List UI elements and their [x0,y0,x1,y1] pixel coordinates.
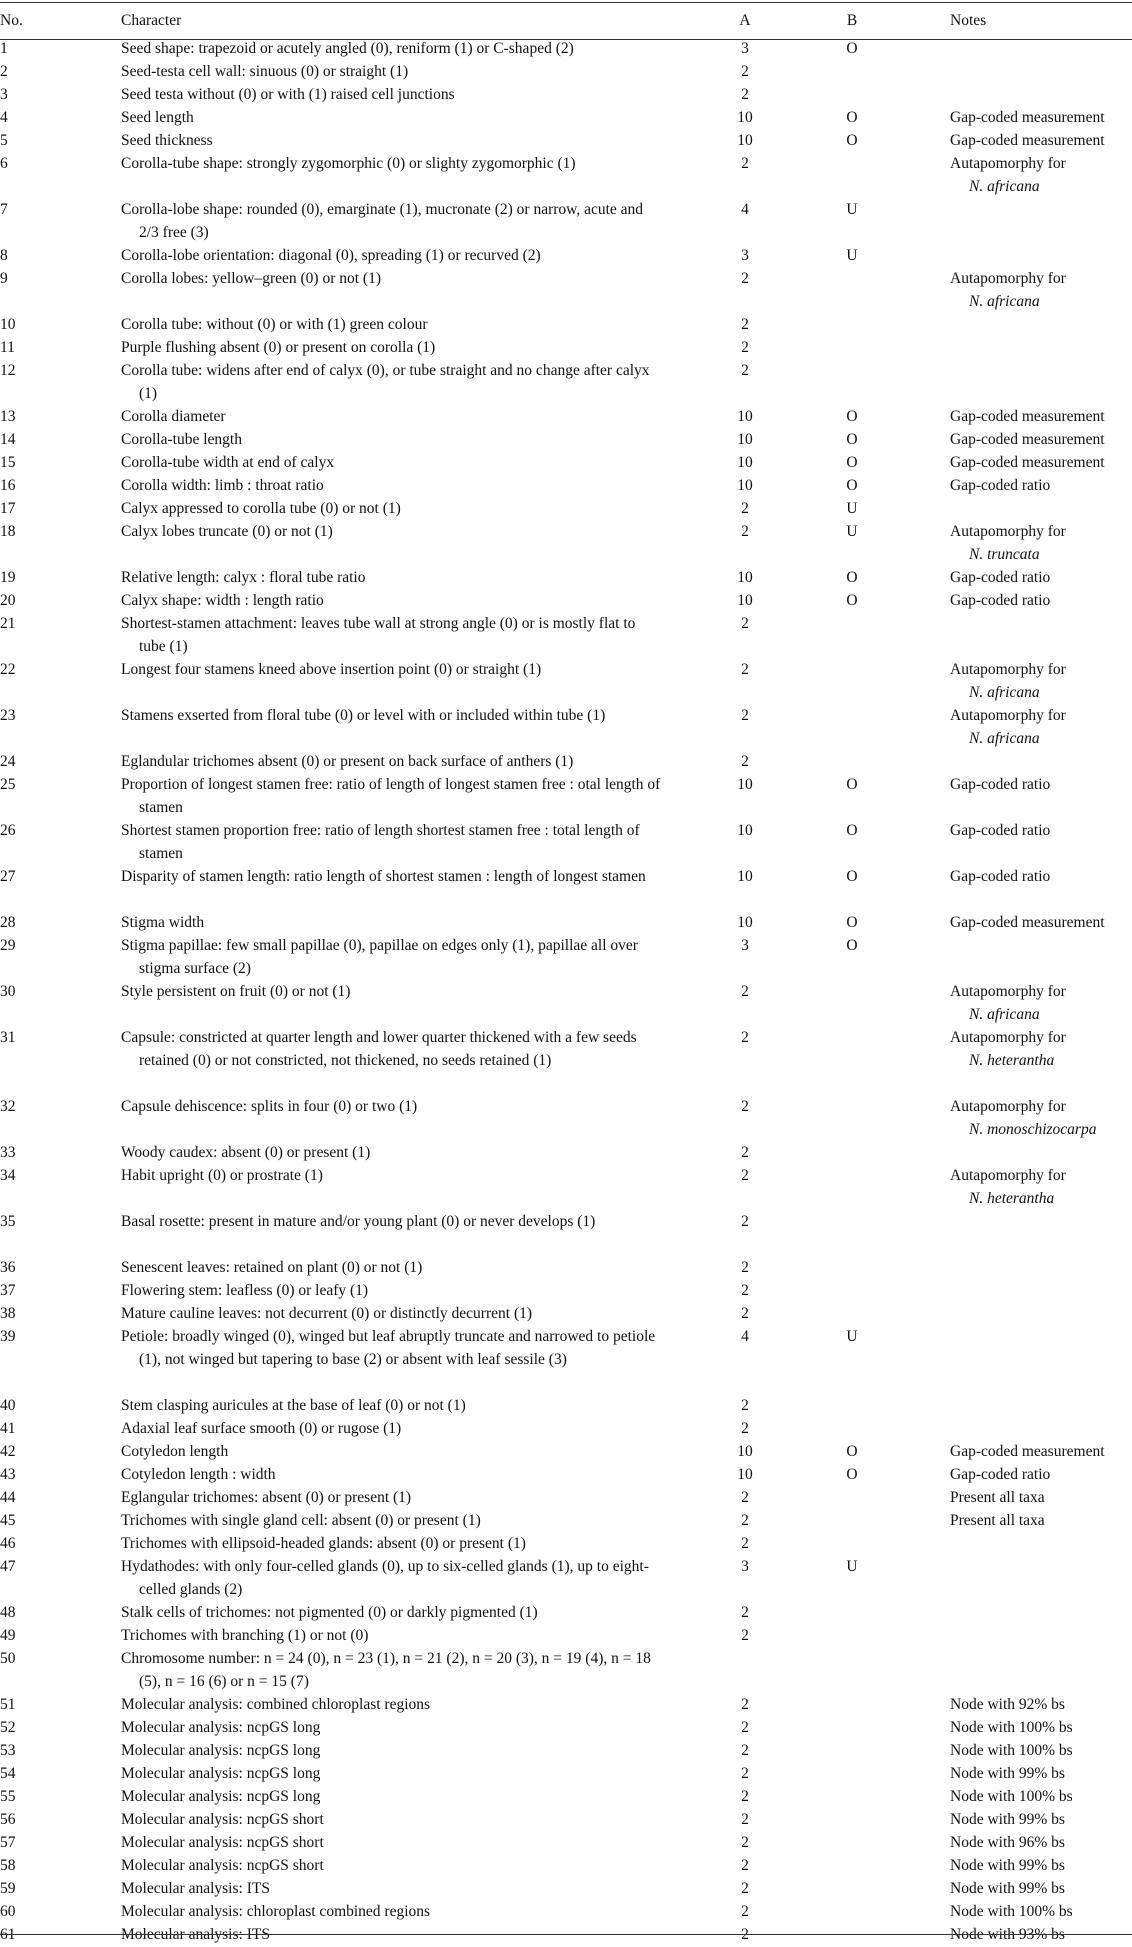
cell-no: 35 [0,1213,16,1230]
cell-no: 1 [0,40,8,57]
cell-character: Shortest-stamen attachment: leaves tube wall at strong angle (0) or is mostly flat to tube (1) [121,615,636,655]
cell-a: 10 [737,1466,753,1483]
cell-b: U [846,1558,858,1575]
cell-no: 30 [0,983,16,1000]
cell-a: 2 [741,1098,749,1115]
cell-b: O [846,454,858,471]
cell-character: Eglandular trichomes absent (0) or present on back surface of anthers (1) [121,753,574,770]
cell-character: Calyx lobes truncate (0) or not (1) [121,523,333,540]
cell-character: Stem clasping auricules at the base of leaf (0) or not (1) [121,1397,466,1414]
notes-text: Node with 92% bs [950,1696,1065,1713]
cell-no: 41 [0,1420,16,1437]
cell-notes [950,866,1132,889]
cell-character: Capsule: constricted at quarter length and lower quarter thickened with a few seeds retained (0) or not constricted, not thickened, no seeds retained (1) [121,1029,637,1069]
header-no: No. [0,12,23,29]
cell-no: 20 [0,592,16,609]
cell-no: 61 [0,1926,16,1943]
cell-a: 2 [741,753,749,770]
cell-b: O [846,109,858,126]
cell-no: 54 [0,1765,16,1782]
cell-character: Longest four stamens kneed above insertion point (0) or straight (1) [121,661,542,678]
cell-no: 49 [0,1627,16,1644]
cell-character: Adaxial leaf surface smooth (0) or rugose (1) [121,1420,402,1437]
notes-text: Gap-coded ratio [950,822,1051,839]
cell-a: 2 [741,1742,749,1759]
cell-no: 13 [0,408,16,425]
cell-no: 58 [0,1857,16,1874]
cell-a: 2 [741,1903,749,1920]
notes-taxon: N. heterantha [969,1189,1055,1207]
cell-a: 2 [741,523,749,540]
cell-no: 26 [0,822,16,839]
cell-notes [950,820,1132,843]
cell-a: 2 [741,316,749,333]
cell-character: Corolla lobes: yellow–green (0) or not (1) [121,270,381,287]
cell-notes [950,1096,1132,1141]
notes-text: Gap-coded measurement [950,132,1105,149]
cell-b: O [846,592,858,609]
cell-character: Molecular analysis: ncpGS long [121,1765,321,1782]
cell-character: Calyx appressed to corolla tube (0) or not (1) [121,500,401,517]
header-character: Character [121,12,182,29]
notes-text: Gap-coded ratio [950,569,1051,586]
cell-b: U [846,523,858,540]
notes-text: Node with 99% bs [950,1880,1065,1897]
cell-a: 2 [741,1834,749,1851]
cell-b: O [846,868,858,885]
cell-a: 2 [741,1535,749,1552]
cell-character: Seed shape: trapezoid or acutely angled (0), reniform (1) or C-shaped (2) [121,40,574,57]
cell-no: 28 [0,914,16,931]
cell-notes [950,1924,1132,1947]
cell-no: 37 [0,1282,16,1299]
notes-taxon: N. africana [969,683,1040,701]
notes-text: Gap-coded ratio [950,1466,1051,1483]
notes-text: Node with 96% bs [950,1834,1065,1851]
cell-no: 39 [0,1328,16,1345]
cell-a: 2 [741,661,749,678]
cell-no: 47 [0,1558,16,1575]
header-b: B [846,12,858,29]
cell-a: 10 [737,1443,753,1460]
notes-text: Gap-coded measurement [950,431,1105,448]
cell-character: Relative length: calyx : floral tube ratio [121,569,366,586]
cell-notes [950,1694,1132,1717]
cell-no: 59 [0,1880,16,1897]
notes-taxon: N. truncata [969,545,1040,563]
cell-no: 18 [0,523,16,540]
cell-character: Style persistent on fruit (0) or not (1) [121,983,351,1000]
cell-no: 4 [0,109,8,126]
cell-notes [950,1487,1132,1510]
cell-notes [950,659,1132,704]
cell-notes [950,268,1132,313]
cell-character: Cotyledon length : width [121,1466,276,1483]
cell-a: 2 [741,983,749,1000]
cell-a: 10 [737,776,753,793]
cell-b: U [846,201,858,218]
cell-a: 2 [741,615,749,632]
cell-a: 2 [741,362,749,379]
cell-character: Seed length [121,109,194,126]
cell-notes [950,1717,1132,1740]
cell-no: 53 [0,1742,16,1759]
cell-a: 2 [741,1144,749,1161]
cell-a: 10 [737,109,753,126]
notes-text: Autapomorphy for [950,1167,1066,1184]
cell-no: 50 [0,1650,16,1667]
cell-notes [950,912,1132,935]
cell-character: Stalk cells of trichomes: not pigmented (0) or darkly pigmented (1) [121,1604,538,1621]
notes-text: Gap-coded ratio [950,776,1051,793]
cell-a: 3 [741,937,749,954]
cell-no: 52 [0,1719,16,1736]
cell-character: Habit upright (0) or prostrate (1) [121,1167,323,1184]
cell-b: O [846,776,858,793]
cell-a: 2 [741,707,749,724]
cell-character: Molecular analysis: combined chloroplast regions [121,1696,431,1713]
cell-character: Molecular analysis: ncpGS long [121,1742,321,1759]
cell-character: Corolla width: limb : throat ratio [121,477,324,494]
cell-notes [950,130,1132,153]
cell-character: Corolla-lobe orientation: diagonal (0), spreading (1) or recurved (2) [121,247,541,264]
notes-text: Gap-coded measurement [950,408,1105,425]
cell-character: Corolla-tube width at end of calyx [121,454,335,471]
cell-character: Purple flushing absent (0) or present on corolla (1) [121,339,436,356]
cell-character: Corolla-tube shape: strongly zygomorphic (0) or slighty zygomorphic (1) [121,155,576,172]
cell-a: 2 [741,1719,749,1736]
notes-text: Gap-coded ratio [950,592,1051,609]
cell-a: 2 [741,270,749,287]
cell-character: Capsule dehiscence: splits in four (0) or two (1) [121,1098,418,1115]
cell-no: 40 [0,1397,16,1414]
cell-notes [950,475,1132,498]
cell-no: 14 [0,431,16,448]
notes-text: Autapomorphy for [950,1029,1066,1046]
cell-no: 10 [0,316,16,333]
cell-a: 10 [737,914,753,931]
cell-notes [950,1809,1132,1832]
cell-a: 4 [741,1328,749,1345]
cell-character: Petiole: broadly winged (0), winged but leaf abruptly truncate and narrowed to petiole (1), not winged but tapering to base (2) or absent with leaf sessile (3) [121,1328,656,1368]
cell-notes [950,406,1132,429]
cell-a: 2 [741,339,749,356]
notes-text: Autapomorphy for [950,707,1066,724]
notes-taxon: N. africana [969,1005,1040,1023]
cell-a: 2 [741,1029,749,1046]
cell-character: Molecular analysis: ncpGS short [121,1811,324,1828]
cell-a: 2 [741,1604,749,1621]
cell-b: O [846,40,858,57]
cell-character: Proportion of longest stamen free: ratio of length of longest stamen free : otal length of stamen [121,776,661,816]
notes-taxon: N. africana [969,729,1040,747]
cell-a: 10 [737,822,753,839]
cell-character: Corolla tube: without (0) or with (1) green colour [121,316,428,333]
cell-no: 34 [0,1167,16,1184]
cell-no: 60 [0,1903,16,1920]
cell-character: Stigma width [121,914,205,931]
cell-no: 25 [0,776,16,793]
cell-notes [950,1441,1132,1464]
cell-b: U [846,500,858,517]
cell-a: 3 [741,1558,749,1575]
cell-a: 10 [737,477,753,494]
cell-a: 10 [737,454,753,471]
cell-character: Disparity of stamen length: ratio length of shortest stamen : length of longest stamen [121,868,646,885]
cell-a: 2 [741,1788,749,1805]
cell-b: O [846,822,858,839]
cell-no: 55 [0,1788,16,1805]
cell-notes [950,1878,1132,1901]
cell-no: 36 [0,1259,16,1276]
notes-text: Gap-coded measurement [950,1443,1105,1460]
cell-no: 2 [0,63,8,80]
cell-a: 2 [741,1167,749,1184]
cell-a: 2 [741,155,749,172]
cell-no: 44 [0,1489,16,1506]
cell-no: 7 [0,201,8,218]
cell-notes [950,1786,1132,1809]
cell-notes [950,590,1132,613]
notes-text: Gap-coded measurement [950,109,1105,126]
cell-no: 23 [0,707,16,724]
cell-notes [950,452,1132,475]
cell-no: 48 [0,1604,16,1621]
cell-b: O [846,431,858,448]
notes-text: Node with 100% bs [950,1788,1073,1805]
cell-b: U [846,1328,858,1345]
cell-character: Basal rosette: present in mature and/or young plant (0) or never develops (1) [121,1213,596,1230]
cell-character: Trichomes with ellipsoid-headed glands: absent (0) or present (1) [121,1535,526,1552]
cell-character: Mature cauline leaves: not decurrent (0) or distinctly decurrent (1) [121,1305,533,1322]
cell-notes [950,429,1132,452]
cell-no: 33 [0,1144,16,1161]
notes-taxon: N. monoschizocarpa [969,1120,1097,1138]
cell-notes [950,1855,1132,1878]
cell-b: U [846,247,858,264]
cell-character: Stigma papillae: few small papillae (0), papillae on edges only (1), papillae all over stigma surface (2) [121,937,638,977]
notes-text: Autapomorphy for [950,155,1066,172]
cell-a: 3 [741,247,749,264]
cell-no: 12 [0,362,16,379]
notes-text: Node with 100% bs [950,1719,1073,1736]
top-rule [0,2,1132,3]
cell-a: 4 [741,201,749,218]
cell-character: Molecular analysis: ncpGS long [121,1719,321,1736]
notes-text: Present all taxa [950,1512,1045,1529]
notes-text: Node with 99% bs [950,1857,1065,1874]
notes-taxon: N. africana [969,292,1040,310]
cell-a: 10 [737,592,753,609]
cell-a: 10 [737,569,753,586]
notes-text: Autapomorphy for [950,983,1066,1000]
cell-notes [950,1027,1132,1072]
cell-a: 2 [741,1880,749,1897]
cell-a: 2 [741,1926,749,1943]
bottom-rule [0,1934,1132,1935]
notes-taxon: N. heterantha [969,1051,1055,1069]
cell-notes [950,1832,1132,1855]
cell-no: 21 [0,615,16,632]
cell-character: Molecular analysis: ITS [121,1926,270,1943]
cell-a: 2 [741,1305,749,1322]
cell-character: Eglangular trichomes: absent (0) or present (1) [121,1489,412,1506]
cell-character: Shortest stamen proportion free: ratio of length shortest stamen free : total length of stamen [121,822,640,862]
cell-character: Corolla diameter [121,408,226,425]
cell-a: 2 [741,1282,749,1299]
header-a: A [739,12,751,29]
notes-text: Present all taxa [950,1489,1045,1506]
cell-b: O [846,569,858,586]
notes-text: Autapomorphy for [950,1098,1066,1115]
cell-no: 57 [0,1834,16,1851]
cell-notes [950,1464,1132,1487]
cell-no: 9 [0,270,8,287]
notes-text: Gap-coded measurement [950,914,1105,931]
cell-notes [950,1165,1132,1210]
cell-a: 2 [741,1857,749,1874]
notes-text: Autapomorphy for [950,661,1066,678]
cell-character: Calyx shape: width : length ratio [121,592,324,609]
cell-no: 17 [0,500,16,517]
cell-a: 2 [741,1489,749,1506]
cell-no: 32 [0,1098,16,1115]
cell-a: 2 [741,1765,749,1782]
cell-b: O [846,132,858,149]
cell-no: 42 [0,1443,16,1460]
cell-character: Flowering stem: leafless (0) or leafy (1) [121,1282,369,1299]
cell-character: Molecular analysis: ncpGS short [121,1834,324,1851]
cell-b: O [846,937,858,954]
notes-text: Node with 93% bs [950,1926,1065,1943]
cell-character: Molecular analysis: ncpGS short [121,1857,324,1874]
cell-character: Molecular analysis: chloroplast combined regions [121,1903,431,1920]
cell-character: Corolla-tube length [121,431,242,448]
cell-notes [950,521,1132,566]
notes-text: Gap-coded ratio [950,477,1051,494]
cell-notes [950,153,1132,198]
cell-a: 2 [741,1420,749,1437]
cell-no: 24 [0,753,16,770]
header-notes: Notes [950,12,987,29]
notes-text: Node with 99% bs [950,1765,1065,1782]
cell-character: Senescent leaves: retained on plant (0) or not (1) [121,1259,423,1276]
cell-a: 2 [741,500,749,517]
cell-a: 2 [741,1259,749,1276]
cell-no: 38 [0,1305,16,1322]
cell-character: Trichomes with single gland cell: absent (0) or present (1) [121,1512,481,1529]
notes-text: Gap-coded measurement [950,454,1105,471]
cell-notes [950,107,1132,130]
cell-no: 5 [0,132,8,149]
cell-notes [950,774,1132,797]
cell-a: 3 [741,40,749,57]
cell-b: O [846,914,858,931]
cell-notes [950,567,1132,590]
cell-a: 2 [741,1696,749,1713]
cell-character: Stamens exserted from floral tube (0) or level with or included within tube (1) [121,707,606,724]
cell-character: Cotyledon length [121,1443,229,1460]
cell-notes [950,981,1132,1026]
cell-no: 15 [0,454,16,471]
cell-character: Corolla tube: widens after end of calyx (0), or tube straight and no change after calyx (1) [121,362,650,402]
cell-character: Molecular analysis: ncpGS long [121,1788,321,1805]
cell-a: 10 [737,408,753,425]
cell-no: 16 [0,477,16,494]
cell-a: 10 [737,132,753,149]
cell-no: 8 [0,247,8,264]
notes-taxon: N. africana [969,177,1040,195]
notes-text: Node with 100% bs [950,1742,1073,1759]
cell-a: 2 [741,1512,749,1529]
cell-character: Molecular analysis: ITS [121,1880,270,1897]
cell-character: Seed thickness [121,132,213,149]
cell-b: O [846,477,858,494]
cell-no: 56 [0,1811,16,1828]
cell-b: O [846,1443,858,1460]
cell-a: 2 [741,1213,749,1230]
notes-text: Node with 100% bs [950,1903,1073,1920]
cell-b: O [846,1466,858,1483]
cell-no: 46 [0,1535,16,1552]
cell-character: Seed-testa cell wall: sinuous (0) or straight (1) [121,63,409,80]
cell-no: 45 [0,1512,16,1529]
notes-text: Autapomorphy for [950,270,1066,287]
cell-notes [950,1901,1132,1924]
cell-character: Chromosome number: n = 24 (0), n = 23 (1), n = 21 (2), n = 20 (3), n = 19 (4), n = 18 (5), n = 16 (6) or n = 15 (7) [121,1650,651,1690]
cell-no: 29 [0,937,16,954]
cell-no: 43 [0,1466,16,1483]
cell-notes [950,1763,1132,1786]
cell-notes [950,1510,1132,1533]
cell-character: Woody caudex: absent (0) or present (1) [121,1144,371,1161]
cell-b: O [846,408,858,425]
cell-a: 10 [737,431,753,448]
cell-a: 10 [737,868,753,885]
cell-a: 2 [741,1397,749,1414]
cell-no: 51 [0,1696,16,1713]
cell-no: 31 [0,1029,16,1046]
cell-a: 2 [741,1811,749,1828]
cell-no: 22 [0,661,16,678]
cell-no: 6 [0,155,8,172]
cell-character: Seed testa without (0) or with (1) raised cell junctions [121,86,455,103]
notes-text: Gap-coded ratio [950,868,1051,885]
notes-text: Node with 99% bs [950,1811,1065,1828]
cell-a: 2 [741,63,749,80]
cell-a: 2 [741,1627,749,1644]
cell-character: Trichomes with branching (1) or not (0) [121,1627,369,1644]
notes-text: Autapomorphy for [950,523,1066,540]
cell-no: 11 [0,339,15,356]
cell-no: 3 [0,86,8,103]
cell-no: 27 [0,868,16,885]
cell-notes [950,1740,1132,1763]
cell-character: Corolla-lobe shape: rounded (0), emarginate (1), mucronate (2) or narrow, acute and 2/3 free (3) [121,201,644,241]
cell-character: Hydathodes: with only four-celled glands (0), up to six-celled glands (1), up to eight-celled glands (2) [121,1558,649,1598]
cell-no: 19 [0,569,16,586]
cell-a: 2 [741,86,749,103]
cell-notes [950,705,1132,750]
